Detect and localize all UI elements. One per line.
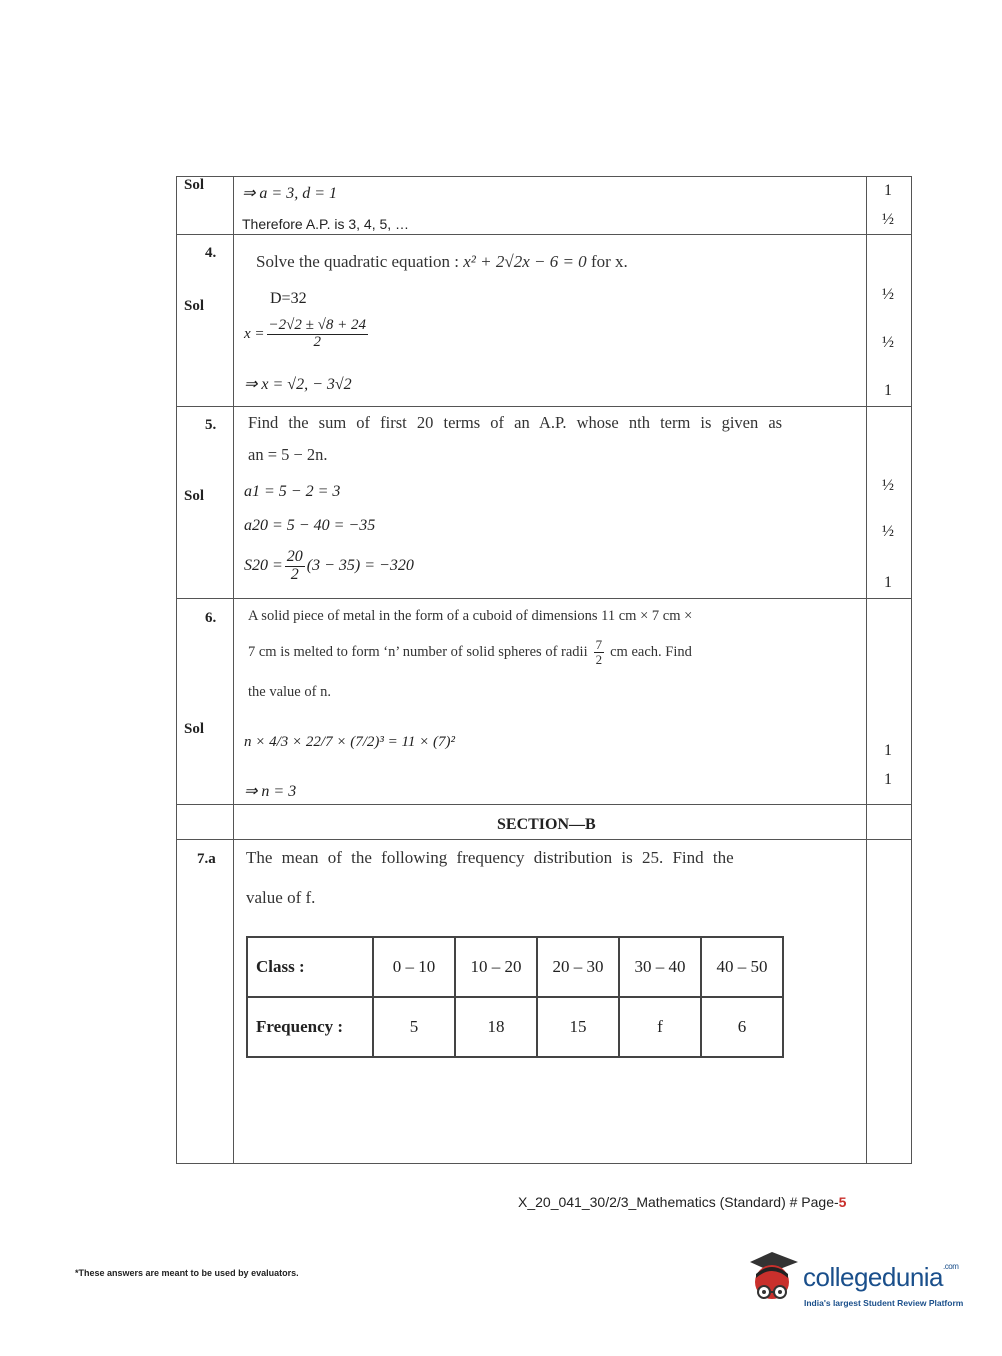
mascot-icon	[742, 1248, 804, 1310]
mark: ½	[882, 523, 894, 540]
question-text: value of f.	[246, 888, 316, 907]
class-interval: 30 – 40	[619, 937, 701, 997]
brand-tagline: India's largest Student Review Platform	[804, 1298, 964, 1308]
solution-step: a20 = 5 − 40 = −35	[244, 517, 376, 534]
question-text	[256, 252, 628, 272]
fraction-numerator: 20	[286, 548, 303, 565]
step-lhs: x =	[244, 325, 265, 342]
question-part: 7 cm is melted to form ‘n’ number of solid spheres of radii	[248, 643, 588, 660]
question-number: 5.	[205, 417, 217, 433]
frequency-table	[246, 936, 784, 1058]
class-interval: 40 – 50	[701, 937, 783, 997]
question-number: 4.	[205, 245, 217, 261]
brand-name: collegedunia	[803, 1262, 944, 1292]
brand-logo	[803, 1262, 958, 1293]
page-reference	[518, 1194, 846, 1210]
frequency-value: 15	[537, 997, 619, 1057]
fraction-denominator: 2	[313, 333, 321, 350]
sol-label: Sol	[184, 298, 205, 314]
frequency-value: 5	[373, 997, 455, 1057]
mark: 1	[884, 382, 892, 399]
mark: 1	[884, 742, 892, 759]
class-interval: 20 – 30	[537, 937, 619, 997]
mark: 1	[884, 771, 892, 788]
solution-step: a1 = 5 − 2 = 3	[244, 483, 341, 500]
brand-tld: .com	[943, 1262, 959, 1271]
question-text: A solid piece of metal in the form of a cuboid of dimensions 11 cm × 7 cm ×	[248, 608, 693, 624]
mark: 1	[884, 574, 892, 591]
fraction	[285, 549, 305, 584]
mark: ½	[882, 334, 894, 351]
step-lhs: S20 =	[244, 557, 283, 575]
fraction	[267, 318, 368, 351]
question-number: 7.a	[197, 851, 216, 867]
ap-step-1: ⇒ a = 3, d = 1	[242, 185, 337, 202]
page-number: 5	[838, 1194, 847, 1210]
fraction-numerator: −2√2 ± √8 + 24	[268, 317, 366, 333]
question-prefix: Solve the quadratic equation :	[256, 252, 464, 271]
mark: 1	[884, 182, 892, 199]
fraction-denominator: 2	[290, 565, 299, 583]
sol-label: Sol	[184, 721, 205, 737]
mark: ½	[882, 477, 894, 494]
solution-step	[244, 318, 370, 351]
class-row	[247, 937, 783, 997]
sol-label: Sol	[184, 488, 205, 504]
question-text: an = 5 − 2n.	[248, 445, 328, 464]
section-title: SECTION—B	[497, 816, 596, 833]
solution-step: D=32	[270, 290, 307, 307]
solution-step: ⇒ n = 3	[244, 783, 297, 800]
mark: ½	[882, 211, 894, 228]
class-interval: 10 – 20	[455, 937, 537, 997]
page-ref-text: X_20_041_30/2/3_Mathematics (Standard) # Page-	[518, 1194, 839, 1210]
step-rhs: (3 − 35) = −320	[306, 557, 414, 575]
solution-step: ⇒ x = √2, − 3√2	[244, 376, 352, 393]
question-text: Find the sum of first 20 terms of an A.P. whose nth term is given as	[248, 413, 783, 432]
fraction-denominator: 2	[595, 651, 603, 667]
evaluator-disclaimer: *These answers are meant to be used by evaluators.	[75, 1268, 299, 1278]
frequency-value: f	[619, 997, 701, 1057]
solution-step	[244, 549, 414, 584]
solution-step: n × 4/3 × 22/7 × (7/2)³ = 11 × (7)²	[244, 734, 455, 750]
mark: ½	[882, 286, 894, 303]
frequency-row	[247, 997, 783, 1057]
frequency-label: Frequency :	[247, 997, 373, 1057]
question-text	[248, 638, 692, 666]
question-suffix: for x.	[586, 252, 628, 271]
question-part: cm each. Find	[610, 643, 692, 660]
fraction	[594, 638, 605, 666]
question-text: The mean of the following frequency distribution is 25. Find the	[246, 848, 734, 867]
fraction-numerator: 7	[595, 637, 603, 652]
frequency-value: 18	[455, 997, 537, 1057]
ap-step-2: Therefore A.P. is 3, 4, 5, …	[242, 216, 410, 232]
class-interval: 0 – 10	[373, 937, 455, 997]
question-equation: x² + 2√2x − 6 = 0	[463, 252, 587, 271]
question-text: the value of n.	[248, 684, 331, 700]
sol-label: Sol	[184, 177, 205, 193]
question-number: 6.	[205, 610, 217, 626]
frequency-value: 6	[701, 997, 783, 1057]
class-label: Class :	[247, 937, 373, 997]
